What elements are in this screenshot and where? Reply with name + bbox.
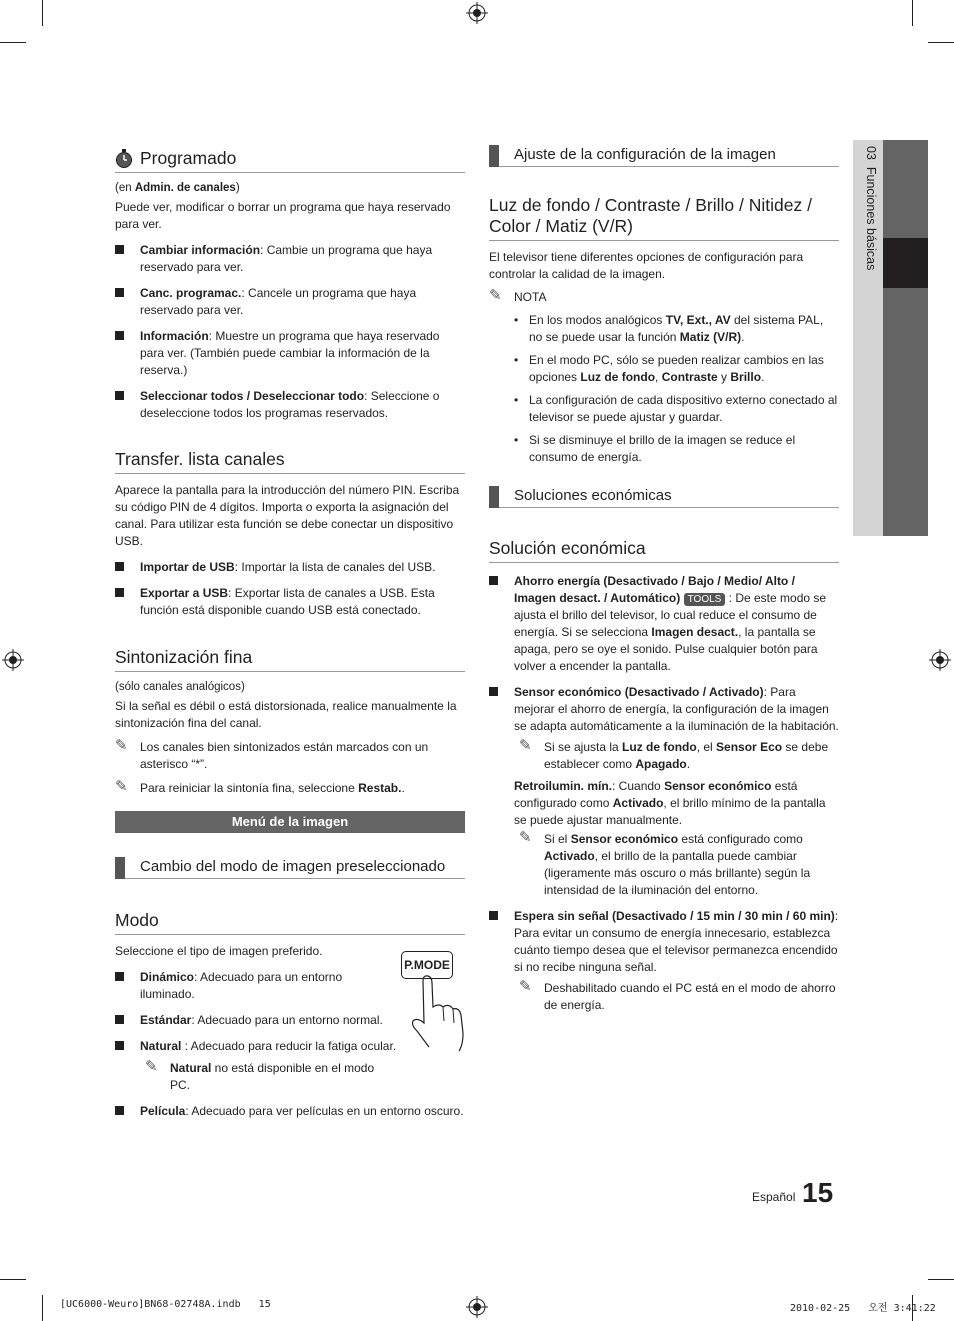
side-tab-dark — [883, 140, 928, 536]
list-item: Sensor económico (Desactivado / Activado): Para mejorar el ahorro de energía, la configuración de la imagen se adapta automáticamente a la iluminación de la habitación. — [489, 684, 839, 735]
bullet-dot-icon: • — [514, 353, 519, 367]
chapter-title: Funciones básicas — [864, 166, 878, 271]
pencil-icon: ✎ — [489, 287, 502, 304]
bullet-square-icon — [115, 588, 124, 597]
note: ✎ Los canales bien sintonizados están marcados con un asterisco “*”. — [115, 737, 429, 771]
modo-section — [115, 943, 465, 1120]
registration-mark-icon — [929, 649, 951, 671]
bullet-square-icon — [115, 1041, 124, 1050]
tools-badge: TOOLS — [684, 593, 726, 606]
note: ✎ Deshabilitado cuando el PC está en el modo de ahorro de energía. — [519, 978, 836, 1012]
menu-bar: Menú de la imagen — [115, 811, 465, 833]
chapter-number: 03 — [864, 146, 878, 160]
list-item: Cambiar información: Cambie un programa que haya reservado para ver. — [115, 242, 465, 276]
list-item: Ahorro energía (Desactivado / Bajo / Medio/ Alto / Imagen desact. / Automático) TOOLS : De este modo se ajusta el brillo del televisor, lo cual reduce el consumo de energía. Si se selecciona Imagen desact., la pantalla se apaga, pero se oye el sonido. Pulse cualquier botón para volver a encender la pantalla. — [489, 573, 839, 675]
bullet-square-icon — [115, 972, 124, 981]
list-item: Canc. programac.: Cancele un programa que haya reservado para ver. — [115, 285, 465, 319]
bullet-square-icon — [115, 245, 124, 254]
nota-list — [489, 312, 839, 466]
right-column — [489, 145, 839, 1014]
list-item: Información: Muestre un programa que haya reservado para ver. (También puede cambiar la información de la reserva.) — [115, 328, 465, 379]
list-item: Exportar a USB: Exportar lista de canales a USB. Esta función está disponible cuando USB está conectado. — [115, 585, 465, 619]
transfer-intro: Aparece la pantalla para la introducción del número PIN. Escriba su código PIN de 4 dígitos. Importa o exporta la asignación del canal. Para utilizar esta función se debe conectar un dispositivo USB. — [115, 483, 460, 548]
solucion-heading: Solución económica — [489, 538, 839, 563]
left-column — [115, 148, 465, 1120]
soluciones-header: Soluciones económicas — [489, 486, 839, 508]
list-item: Estándar: Adecuado para un entorno normal. — [115, 1012, 465, 1029]
sintonizacion-intro: Si la señal es débil o está distorsionada, realice manualmente la sintonización fina del canal. — [115, 699, 457, 730]
crop-mark — [928, 42, 954, 43]
list-item: Película: Adecuado para ver películas en un entorno oscuro. — [115, 1103, 465, 1120]
pencil-icon: ✎ — [519, 737, 532, 754]
modo-heading: Modo — [115, 910, 159, 930]
pencil-icon: ✎ — [145, 1058, 158, 1075]
crop-mark — [0, 42, 26, 43]
side-tab-marker — [883, 238, 928, 288]
modo-rule — [115, 934, 465, 935]
programado-heading — [115, 148, 465, 173]
nota-label-row — [489, 289, 839, 306]
page-number: 15 — [802, 1177, 834, 1208]
crop-mark — [42, 1295, 43, 1321]
pencil-icon: ✎ — [115, 778, 128, 795]
note: ✎ Si se ajusta la Luz de fondo, el Sensor Eco se debe establecer como Apagado. — [519, 737, 829, 771]
bullet-square-icon — [489, 576, 498, 585]
sintonizacion-context: (sólo canales analógicos) — [115, 681, 245, 693]
footer-file: [UC6000-Weuro]BN68-02748A.indb 15 — [60, 1299, 271, 1310]
footer-language: Español — [752, 1190, 796, 1204]
ajuste-header: Ajuste de la configuración de la imagen — [489, 145, 839, 167]
note: ✎ Si el Sensor económico está configurado como Activado, el brillo de la pantalla puede cambiar (ligeramente más oscuro o más brillante) según la intensidad de la iluminación del entorno. — [519, 829, 811, 897]
registration-mark-icon — [2, 649, 24, 671]
list-item: • La configuración de cada dispositivo externo conectado al televisor se puede ajustar y guardar. — [514, 393, 838, 424]
crop-mark — [0, 1279, 26, 1280]
programado-context: (en Admin. de canales) — [115, 182, 240, 194]
bullet-dot-icon: • — [514, 313, 519, 327]
bullet-square-icon — [115, 562, 124, 571]
programado-intro: Puede ver, modificar o borrar un programa que haya reservado para ver. — [115, 200, 451, 231]
bullet-square-icon — [115, 391, 124, 400]
bullet-square-icon — [115, 1106, 124, 1115]
bullet-square-icon — [115, 1015, 124, 1024]
bullet-dot-icon: • — [514, 433, 519, 447]
bullet-dot-icon: • — [514, 393, 519, 407]
list-item: • Si se disminuye el brillo de la imagen se reduce el consumo de energía. — [514, 433, 796, 464]
programado-title: Programado — [140, 148, 237, 168]
luz-intro: El televisor tiene diferentes opciones de configuración para controlar la calidad de la imagen. — [489, 250, 804, 281]
note: ✎ Para reiniciar la sintonía fina, seleccione Restab.. — [115, 778, 405, 795]
bullet-square-icon — [115, 288, 124, 297]
bullet-square-icon — [115, 331, 124, 340]
list-item: Natural : Adecuado para reducir la fatiga ocular. — [115, 1038, 465, 1055]
clock-icon — [115, 149, 133, 169]
list-item: • En los modos analógicos TV, Ext., AV del sistema PAL, no se puede usar la función Matiz (V/R). — [514, 313, 824, 344]
pencil-icon: ✎ — [519, 978, 532, 995]
bullet-square-icon — [489, 687, 498, 696]
transfer-heading: Transfer. lista canales — [115, 449, 465, 474]
list-item: • En el modo PC, sólo se pueden realizar cambios en las opciones Luz de fondo, Contraste y Brillo. — [514, 353, 824, 384]
retroilumin-paragraph: Retroilumin. mín.: Cuando Sensor económico está configurado como Activado, el brillo mínimo de la pantalla se puede ajustar manualmente. — [514, 779, 826, 827]
crop-mark — [928, 1279, 954, 1280]
sintonizacion-heading: Sintonización fina — [115, 647, 465, 672]
nota-label: NOTA — [514, 290, 547, 304]
list-item: Seleccionar todos / Deseleccionar todo: Seleccione o deseleccione todos los programas reservados. — [115, 388, 465, 422]
pmode-button-label: P.MODE — [401, 951, 453, 979]
bullet-square-icon — [489, 911, 498, 920]
pencil-icon: ✎ — [115, 737, 128, 754]
side-tab-label — [858, 146, 878, 270]
modo-intro: Seleccione el tipo de imagen preferido. — [115, 944, 323, 958]
registration-mark-icon — [466, 2, 488, 24]
list-item: Importar de USB: Importar la lista de canales del USB. — [115, 559, 465, 576]
crop-mark — [912, 0, 913, 26]
crop-mark — [42, 0, 43, 26]
list-item: Dinámico: Adecuado para un entorno iluminado. — [115, 969, 385, 1003]
luz-heading: Luz de fondo / Contraste / Brillo / Nitidez / Color / Matiz (V/R) — [489, 195, 839, 241]
remote-hand-illustration — [399, 951, 469, 1051]
note: ✎ Natural no está disponible en el modo PC. — [145, 1058, 375, 1092]
registration-mark-icon — [466, 1296, 488, 1318]
pencil-icon: ✎ — [519, 829, 532, 846]
list-item: Espera sin señal (Desactivado / 15 min / 30 min / 60 min): Para evitar un consumo de energía innecesario, establezca cuánto tiempo desea que el televisor permanezca encendido si no recibe ninguna señal. — [489, 908, 839, 976]
cambio-header: Cambio del modo de imagen preseleccionado — [115, 857, 465, 879]
footer-datetime: 2010-02-25 오전 3:41:22 — [790, 1303, 936, 1314]
